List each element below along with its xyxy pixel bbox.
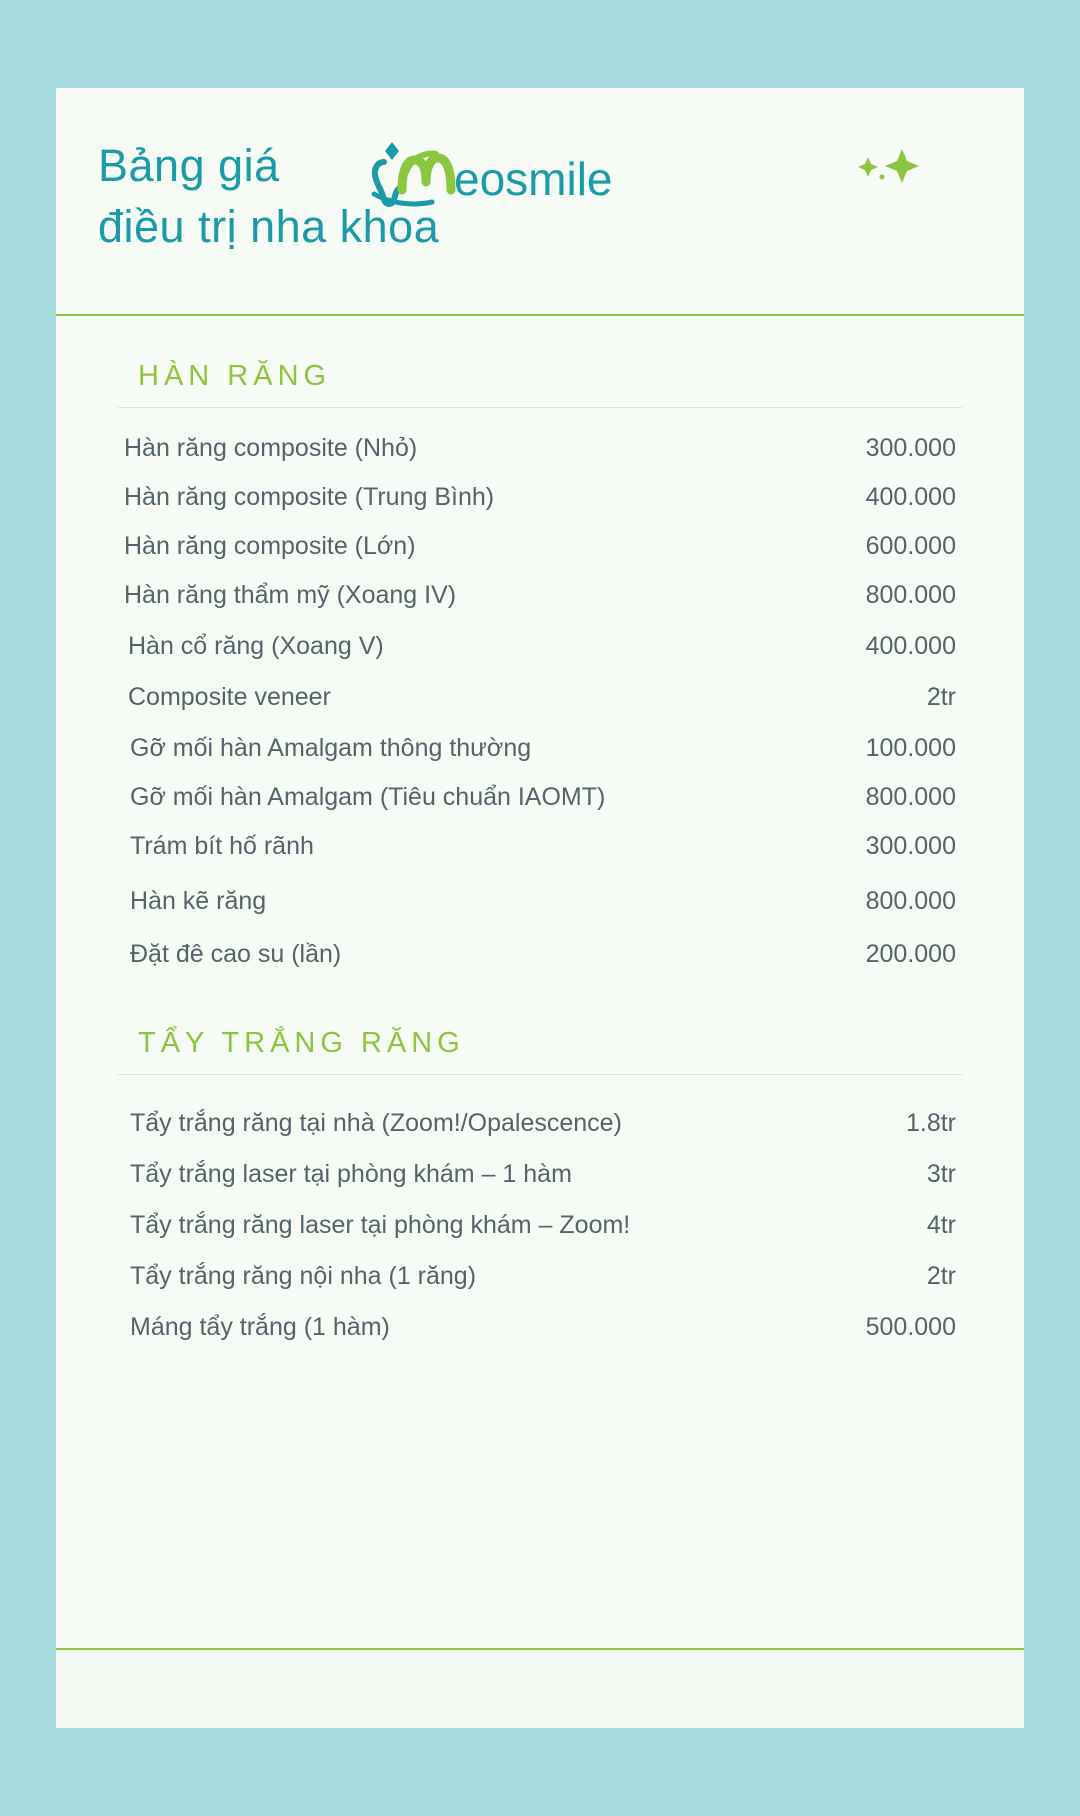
service-label: Hàn răng composite (Trung Bình) <box>124 483 495 511</box>
service-label: Tẩy trắng răng tại nhà (Zoom!/Opalescence) <box>130 1109 622 1137</box>
section-rows <box>98 408 982 969</box>
price-row <box>124 1109 956 1138</box>
service-label: Composite veneer <box>128 683 331 711</box>
logo-wordmark: eosmile <box>454 153 613 205</box>
section-tay-trang-rang <box>98 969 982 1342</box>
price-row <box>124 783 956 812</box>
price-row <box>124 940 956 969</box>
service-price: 800.000 <box>865 783 956 811</box>
service-label: Hàn cổ răng (Xoang V) <box>128 632 384 660</box>
service-label: Tẩy trắng laser tại phòng khám – 1 hàm <box>130 1160 572 1188</box>
service-label: Tẩy trắng răng nội nha (1 răng) <box>130 1262 477 1290</box>
price-row <box>124 832 956 861</box>
service-price: 400.000 <box>865 632 956 660</box>
price-row <box>124 632 956 661</box>
tooth-leaf-logo-icon <box>366 132 666 222</box>
price-row <box>124 1160 956 1189</box>
section-title: HÀN RĂNG <box>118 316 962 408</box>
service-price: 100.000 <box>865 734 956 762</box>
service-label: Đặt đê cao su (lần) <box>130 940 342 968</box>
price-row <box>124 683 956 712</box>
service-price: 300.000 <box>865 832 956 860</box>
service-price: 2tr <box>926 1262 956 1290</box>
section-han-rang <box>98 316 982 969</box>
header <box>56 88 1024 316</box>
price-row <box>124 483 956 512</box>
service-label: Hàn răng thẩm mỹ (Xoang IV) <box>124 581 457 609</box>
sparkles-icon <box>854 143 934 203</box>
footer-strip <box>56 1650 1024 1728</box>
price-list-card <box>56 88 1024 1728</box>
service-price: 1.8tr <box>905 1109 956 1137</box>
price-row <box>124 532 956 561</box>
service-label: Tẩy trắng răng laser tại phòng khám – Zoom! <box>130 1211 631 1239</box>
page-title-line-2: điều trị nha khoa <box>98 200 440 252</box>
service-price: 3tr <box>926 1160 956 1188</box>
price-row <box>124 1313 956 1342</box>
service-label: Máng tẩy trắng (1 hàm) <box>130 1313 390 1341</box>
price-row <box>124 734 956 763</box>
service-price: 200.000 <box>865 940 956 968</box>
price-row <box>124 581 956 610</box>
service-label: Hàn răng composite (Lớn) <box>124 532 416 560</box>
service-label: Gỡ mối hàn Amalgam (Tiêu chuẩn IAOMT) <box>130 783 606 811</box>
service-price: 300.000 <box>865 434 956 462</box>
service-price: 500.000 <box>865 1313 956 1341</box>
service-price: 800.000 <box>865 887 956 915</box>
price-row <box>124 1262 956 1291</box>
service-price: 600.000 <box>865 532 956 560</box>
sections <box>56 316 1024 1342</box>
price-row <box>124 887 956 916</box>
price-row <box>124 1211 956 1240</box>
section-rows <box>98 1075 982 1342</box>
service-label: Gỡ mối hàn Amalgam thông thường <box>130 734 532 762</box>
service-label: Hàn kẽ răng <box>130 887 267 915</box>
service-price: 400.000 <box>865 483 956 511</box>
service-price: 4tr <box>926 1211 956 1239</box>
page-title-line-1: Bảng giá <box>98 140 280 191</box>
service-price: 800.000 <box>865 581 956 609</box>
section-title: TẨY TRẮNG RĂNG <box>118 969 962 1075</box>
service-price: 2tr <box>926 683 956 711</box>
service-label: Hàn răng composite (Nhỏ) <box>124 434 418 462</box>
price-row <box>124 434 956 463</box>
service-label: Trám bít hố rãnh <box>130 832 314 860</box>
